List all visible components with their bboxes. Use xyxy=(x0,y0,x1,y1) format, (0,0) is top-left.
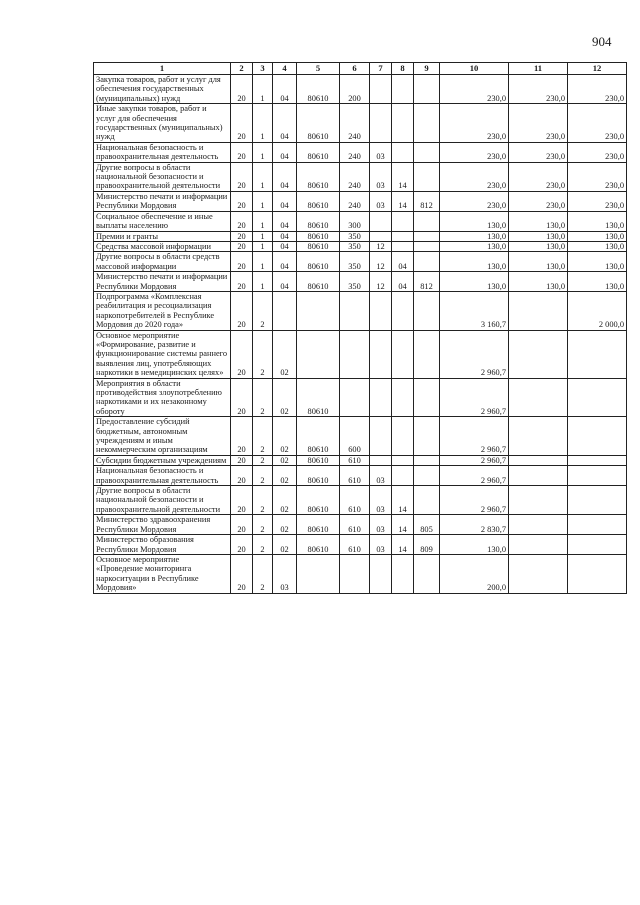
table-row xyxy=(94,330,627,378)
col-3-cell: 2 xyxy=(253,466,273,486)
column-header-2: 2 xyxy=(231,63,253,75)
col-11-cell xyxy=(509,515,568,535)
col-7-cell xyxy=(370,231,392,241)
col-12-cell: 2 000,0 xyxy=(568,291,627,330)
col-12-cell xyxy=(568,378,627,417)
col-5-cell xyxy=(297,330,340,378)
col-3-cell: 1 xyxy=(253,191,273,211)
col-3-cell: 1 xyxy=(253,142,273,162)
col-10-cell: 2 960,7 xyxy=(440,455,509,465)
col-4-cell: 04 xyxy=(273,142,297,162)
row-name-cell: Основное мероприятие «Формирование, развитие и функционирование системы раннего выявления лиц, употребляющих наркотики в немедицинских целях» xyxy=(94,330,231,378)
col-6-cell: 240 xyxy=(340,104,370,143)
col-3-cell: 2 xyxy=(253,554,273,593)
col-12-cell xyxy=(568,486,627,515)
col-5-cell xyxy=(297,554,340,593)
column-header-7: 7 xyxy=(370,63,392,75)
row-name-cell: Мероприятия в области противодействия злоупотреблению наркотиками и их незаконному обороту xyxy=(94,378,231,417)
col-10-cell: 130,0 xyxy=(440,252,509,272)
col-10-cell: 3 160,7 xyxy=(440,291,509,330)
col-10-cell: 130,0 xyxy=(440,535,509,555)
column-header-1: 1 xyxy=(94,63,231,75)
col-10-cell: 230,0 xyxy=(440,142,509,162)
col-2-cell: 20 xyxy=(231,75,253,104)
col-11-cell: 230,0 xyxy=(509,162,568,191)
col-11-cell: 130,0 xyxy=(509,211,568,231)
col-5-cell: 80610 xyxy=(297,535,340,555)
table-row xyxy=(94,455,627,465)
col-6-cell: 240 xyxy=(340,142,370,162)
col-2-cell: 20 xyxy=(231,554,253,593)
col-4-cell: 04 xyxy=(273,272,297,292)
col-5-cell: 80610 xyxy=(297,515,340,535)
col-8-cell: 14 xyxy=(392,486,414,515)
col-3-cell: 1 xyxy=(253,252,273,272)
col-2-cell: 20 xyxy=(231,104,253,143)
col-12-cell: 230,0 xyxy=(568,191,627,211)
col-12-cell xyxy=(568,330,627,378)
column-header-3: 3 xyxy=(253,63,273,75)
col-8-cell xyxy=(392,466,414,486)
col-2-cell: 20 xyxy=(231,241,253,251)
col-8-cell xyxy=(392,75,414,104)
column-header-10: 10 xyxy=(440,63,509,75)
budget-table xyxy=(93,62,627,594)
col-2-cell: 20 xyxy=(231,142,253,162)
col-8-cell xyxy=(392,142,414,162)
col-5-cell: 80610 xyxy=(297,162,340,191)
col-6-cell: 240 xyxy=(340,162,370,191)
col-9-cell: 805 xyxy=(414,515,440,535)
row-name-cell: Подпрограмма «Комплексная реабилитация и ресоциализация наркопотребителей в Республике Мордовия до 2020 года» xyxy=(94,291,231,330)
col-7-cell xyxy=(370,417,392,456)
col-5-cell: 80610 xyxy=(297,231,340,241)
col-9-cell xyxy=(414,142,440,162)
table-row xyxy=(94,75,627,104)
col-12-cell: 230,0 xyxy=(568,104,627,143)
col-12-cell: 230,0 xyxy=(568,162,627,191)
col-11-cell xyxy=(509,291,568,330)
col-2-cell: 20 xyxy=(231,252,253,272)
col-7-cell: 03 xyxy=(370,142,392,162)
col-11-cell xyxy=(509,330,568,378)
row-name-cell: Предоставление субсидий бюджетным, автономным учреждениям и иным некоммерческим организациям xyxy=(94,417,231,456)
col-6-cell: 610 xyxy=(340,455,370,465)
col-8-cell: 04 xyxy=(392,252,414,272)
col-6-cell: 610 xyxy=(340,535,370,555)
col-5-cell: 80610 xyxy=(297,142,340,162)
col-4-cell: 03 xyxy=(273,554,297,593)
col-8-cell: 14 xyxy=(392,191,414,211)
col-5-cell: 80610 xyxy=(297,417,340,456)
col-12-cell xyxy=(568,535,627,555)
col-4-cell: 04 xyxy=(273,252,297,272)
col-5-cell: 80610 xyxy=(297,104,340,143)
col-8-cell xyxy=(392,211,414,231)
col-7-cell: 03 xyxy=(370,191,392,211)
row-name-cell: Другие вопросы в области национальной безопасности и правоохранительной деятельности xyxy=(94,162,231,191)
col-12-cell xyxy=(568,466,627,486)
col-3-cell: 1 xyxy=(253,211,273,231)
col-10-cell: 2 960,7 xyxy=(440,330,509,378)
col-5-cell: 80610 xyxy=(297,252,340,272)
col-6-cell: 350 xyxy=(340,272,370,292)
col-2-cell: 20 xyxy=(231,378,253,417)
col-10-cell: 130,0 xyxy=(440,241,509,251)
col-2-cell: 20 xyxy=(231,535,253,555)
col-6-cell: 610 xyxy=(340,466,370,486)
col-11-cell xyxy=(509,378,568,417)
col-7-cell xyxy=(370,104,392,143)
col-4-cell: 02 xyxy=(273,378,297,417)
col-9-cell xyxy=(414,75,440,104)
col-4-cell: 04 xyxy=(273,241,297,251)
table-row xyxy=(94,554,627,593)
col-3-cell: 1 xyxy=(253,162,273,191)
col-7-cell: 12 xyxy=(370,252,392,272)
col-11-cell: 130,0 xyxy=(509,241,568,251)
col-7-cell xyxy=(370,554,392,593)
col-6-cell: 300 xyxy=(340,211,370,231)
col-8-cell xyxy=(392,378,414,417)
col-5-cell: 80610 xyxy=(297,75,340,104)
row-name-cell: Национальная безопасность и правоохранительная деятельность xyxy=(94,466,231,486)
col-7-cell: 03 xyxy=(370,535,392,555)
col-12-cell xyxy=(568,515,627,535)
table-row xyxy=(94,486,627,515)
col-7-cell: 03 xyxy=(370,466,392,486)
col-7-cell xyxy=(370,291,392,330)
table-row xyxy=(94,272,627,292)
col-12-cell: 130,0 xyxy=(568,231,627,241)
table-row xyxy=(94,191,627,211)
col-4-cell: 02 xyxy=(273,486,297,515)
col-11-cell: 230,0 xyxy=(509,191,568,211)
row-name-cell: Министерство печати и информации Республики Мордовия xyxy=(94,272,231,292)
col-4-cell: 02 xyxy=(273,417,297,456)
col-4-cell: 04 xyxy=(273,75,297,104)
col-11-cell: 230,0 xyxy=(509,104,568,143)
row-name-cell: Закупка товаров, работ и услуг для обеспечения государственных (муниципальных) нужд xyxy=(94,75,231,104)
col-6-cell: 240 xyxy=(340,191,370,211)
table-row xyxy=(94,142,627,162)
col-9-cell xyxy=(414,554,440,593)
col-7-cell xyxy=(370,211,392,231)
col-7-cell xyxy=(370,75,392,104)
col-8-cell xyxy=(392,554,414,593)
col-7-cell xyxy=(370,455,392,465)
col-9-cell xyxy=(414,417,440,456)
col-9-cell xyxy=(414,486,440,515)
col-11-cell: 230,0 xyxy=(509,142,568,162)
col-3-cell: 2 xyxy=(253,417,273,456)
col-10-cell: 2 960,7 xyxy=(440,378,509,417)
col-6-cell xyxy=(340,330,370,378)
col-11-cell xyxy=(509,466,568,486)
col-7-cell: 12 xyxy=(370,272,392,292)
table-row xyxy=(94,378,627,417)
col-2-cell: 20 xyxy=(231,191,253,211)
col-6-cell xyxy=(340,378,370,417)
row-name-cell: Иные закупки товаров, работ и услуг для обеспечения государственных (муниципальных) нужд xyxy=(94,104,231,143)
col-3-cell: 2 xyxy=(253,515,273,535)
row-name-cell: Национальная безопасность и правоохранительная деятельность xyxy=(94,142,231,162)
col-5-cell: 80610 xyxy=(297,466,340,486)
col-10-cell: 230,0 xyxy=(440,191,509,211)
table-row xyxy=(94,466,627,486)
col-9-cell xyxy=(414,162,440,191)
col-11-cell: 130,0 xyxy=(509,252,568,272)
row-name-cell: Министерство образования Республики Мордовия xyxy=(94,535,231,555)
col-2-cell: 20 xyxy=(231,417,253,456)
col-3-cell: 1 xyxy=(253,272,273,292)
col-2-cell: 20 xyxy=(231,466,253,486)
col-2-cell: 20 xyxy=(231,291,253,330)
col-8-cell xyxy=(392,330,414,378)
col-8-cell: 04 xyxy=(392,272,414,292)
col-10-cell: 130,0 xyxy=(440,231,509,241)
table-row xyxy=(94,241,627,251)
col-5-cell: 80610 xyxy=(297,191,340,211)
col-2-cell: 20 xyxy=(231,162,253,191)
col-3-cell: 1 xyxy=(253,241,273,251)
col-2-cell: 20 xyxy=(231,272,253,292)
col-7-cell: 03 xyxy=(370,162,392,191)
col-9-cell: 809 xyxy=(414,535,440,555)
col-4-cell: 02 xyxy=(273,330,297,378)
col-11-cell xyxy=(509,535,568,555)
column-header-12: 12 xyxy=(568,63,627,75)
col-6-cell xyxy=(340,291,370,330)
col-4-cell: 04 xyxy=(273,211,297,231)
col-12-cell: 130,0 xyxy=(568,211,627,231)
column-header-8: 8 xyxy=(392,63,414,75)
col-12-cell xyxy=(568,417,627,456)
col-3-cell: 2 xyxy=(253,535,273,555)
col-9-cell xyxy=(414,231,440,241)
col-6-cell: 610 xyxy=(340,486,370,515)
col-8-cell: 14 xyxy=(392,535,414,555)
row-name-cell: Премии и гранты xyxy=(94,231,231,241)
col-12-cell: 130,0 xyxy=(568,272,627,292)
col-3-cell: 2 xyxy=(253,330,273,378)
col-8-cell xyxy=(392,241,414,251)
col-12-cell: 230,0 xyxy=(568,75,627,104)
row-name-cell: Другие вопросы в области национальной безопасности и правоохранительной деятельности xyxy=(94,486,231,515)
col-3-cell: 1 xyxy=(253,104,273,143)
col-11-cell xyxy=(509,455,568,465)
col-9-cell xyxy=(414,104,440,143)
col-9-cell xyxy=(414,466,440,486)
col-3-cell: 1 xyxy=(253,75,273,104)
col-2-cell: 20 xyxy=(231,455,253,465)
col-2-cell: 20 xyxy=(231,330,253,378)
col-4-cell: 04 xyxy=(273,191,297,211)
col-8-cell: 14 xyxy=(392,162,414,191)
row-name-cell: Другие вопросы в области средств массовой информации xyxy=(94,252,231,272)
col-5-cell: 80610 xyxy=(297,272,340,292)
col-6-cell: 350 xyxy=(340,241,370,251)
col-5-cell: 80610 xyxy=(297,486,340,515)
col-7-cell: 03 xyxy=(370,515,392,535)
col-11-cell: 130,0 xyxy=(509,272,568,292)
col-10-cell: 2 960,7 xyxy=(440,486,509,515)
table-row xyxy=(94,515,627,535)
col-4-cell: 02 xyxy=(273,515,297,535)
col-6-cell: 350 xyxy=(340,231,370,241)
col-3-cell: 2 xyxy=(253,455,273,465)
col-3-cell: 2 xyxy=(253,486,273,515)
table-header xyxy=(94,63,627,75)
row-name-cell: Основное мероприятие «Проведение мониторинга наркоситуации в Республике Мордовия» xyxy=(94,554,231,593)
column-header-6: 6 xyxy=(340,63,370,75)
col-9-cell: 812 xyxy=(414,272,440,292)
col-4-cell: 04 xyxy=(273,104,297,143)
col-8-cell: 14 xyxy=(392,515,414,535)
col-3-cell: 1 xyxy=(253,231,273,241)
col-11-cell xyxy=(509,417,568,456)
table-row xyxy=(94,231,627,241)
col-4-cell: 02 xyxy=(273,466,297,486)
table-row xyxy=(94,252,627,272)
row-name-cell: Средства массовой информации xyxy=(94,241,231,251)
row-name-cell: Социальное обеспечение и иные выплаты населению xyxy=(94,211,231,231)
table-body xyxy=(94,75,627,594)
col-9-cell xyxy=(414,252,440,272)
column-header-9: 9 xyxy=(414,63,440,75)
table-row xyxy=(94,104,627,143)
col-9-cell xyxy=(414,291,440,330)
col-4-cell: 04 xyxy=(273,162,297,191)
col-12-cell xyxy=(568,455,627,465)
col-12-cell: 130,0 xyxy=(568,252,627,272)
col-9-cell xyxy=(414,330,440,378)
col-4-cell: 04 xyxy=(273,231,297,241)
row-name-cell: Субсидии бюджетным учреждениям xyxy=(94,455,231,465)
col-8-cell xyxy=(392,231,414,241)
col-8-cell xyxy=(392,417,414,456)
col-10-cell: 130,0 xyxy=(440,211,509,231)
col-10-cell: 230,0 xyxy=(440,104,509,143)
col-10-cell: 2 830,7 xyxy=(440,515,509,535)
col-10-cell: 130,0 xyxy=(440,272,509,292)
column-header-5: 5 xyxy=(297,63,340,75)
col-6-cell: 600 xyxy=(340,417,370,456)
col-6-cell xyxy=(340,554,370,593)
table-row xyxy=(94,211,627,231)
col-11-cell: 230,0 xyxy=(509,75,568,104)
table-row xyxy=(94,162,627,191)
col-9-cell xyxy=(414,455,440,465)
col-8-cell xyxy=(392,104,414,143)
col-4-cell: 02 xyxy=(273,455,297,465)
col-3-cell: 2 xyxy=(253,378,273,417)
col-2-cell: 20 xyxy=(231,486,253,515)
col-7-cell xyxy=(370,330,392,378)
col-2-cell: 20 xyxy=(231,515,253,535)
row-name-cell: Министерство здравоохранения Республики Мордовия xyxy=(94,515,231,535)
col-5-cell: 80610 xyxy=(297,455,340,465)
col-6-cell: 200 xyxy=(340,75,370,104)
col-10-cell: 230,0 xyxy=(440,162,509,191)
col-7-cell: 03 xyxy=(370,486,392,515)
col-5-cell: 80610 xyxy=(297,378,340,417)
col-8-cell xyxy=(392,291,414,330)
col-12-cell: 130,0 xyxy=(568,241,627,251)
col-9-cell: 812 xyxy=(414,191,440,211)
col-11-cell xyxy=(509,486,568,515)
col-10-cell: 230,0 xyxy=(440,75,509,104)
col-3-cell: 2 xyxy=(253,291,273,330)
col-2-cell: 20 xyxy=(231,211,253,231)
table-row xyxy=(94,417,627,456)
col-12-cell: 230,0 xyxy=(568,142,627,162)
col-7-cell: 12 xyxy=(370,241,392,251)
col-10-cell: 200,0 xyxy=(440,554,509,593)
col-11-cell xyxy=(509,554,568,593)
col-9-cell xyxy=(414,241,440,251)
col-5-cell xyxy=(297,291,340,330)
col-4-cell xyxy=(273,291,297,330)
col-2-cell: 20 xyxy=(231,231,253,241)
col-5-cell: 80610 xyxy=(297,211,340,231)
col-12-cell xyxy=(568,554,627,593)
col-4-cell: 02 xyxy=(273,535,297,555)
col-9-cell xyxy=(414,378,440,417)
col-11-cell: 130,0 xyxy=(509,231,568,241)
col-5-cell: 80610 xyxy=(297,241,340,251)
col-10-cell: 2 960,7 xyxy=(440,417,509,456)
col-6-cell: 350 xyxy=(340,252,370,272)
col-8-cell xyxy=(392,455,414,465)
page-number: 904 xyxy=(592,34,612,49)
table-row xyxy=(94,291,627,330)
table-row xyxy=(94,535,627,555)
row-name-cell: Министерство печати и информации Республики Мордовия xyxy=(94,191,231,211)
col-9-cell xyxy=(414,211,440,231)
column-header-11: 11 xyxy=(509,63,568,75)
col-10-cell: 2 960,7 xyxy=(440,466,509,486)
column-header-4: 4 xyxy=(273,63,297,75)
col-7-cell xyxy=(370,378,392,417)
col-6-cell: 610 xyxy=(340,515,370,535)
